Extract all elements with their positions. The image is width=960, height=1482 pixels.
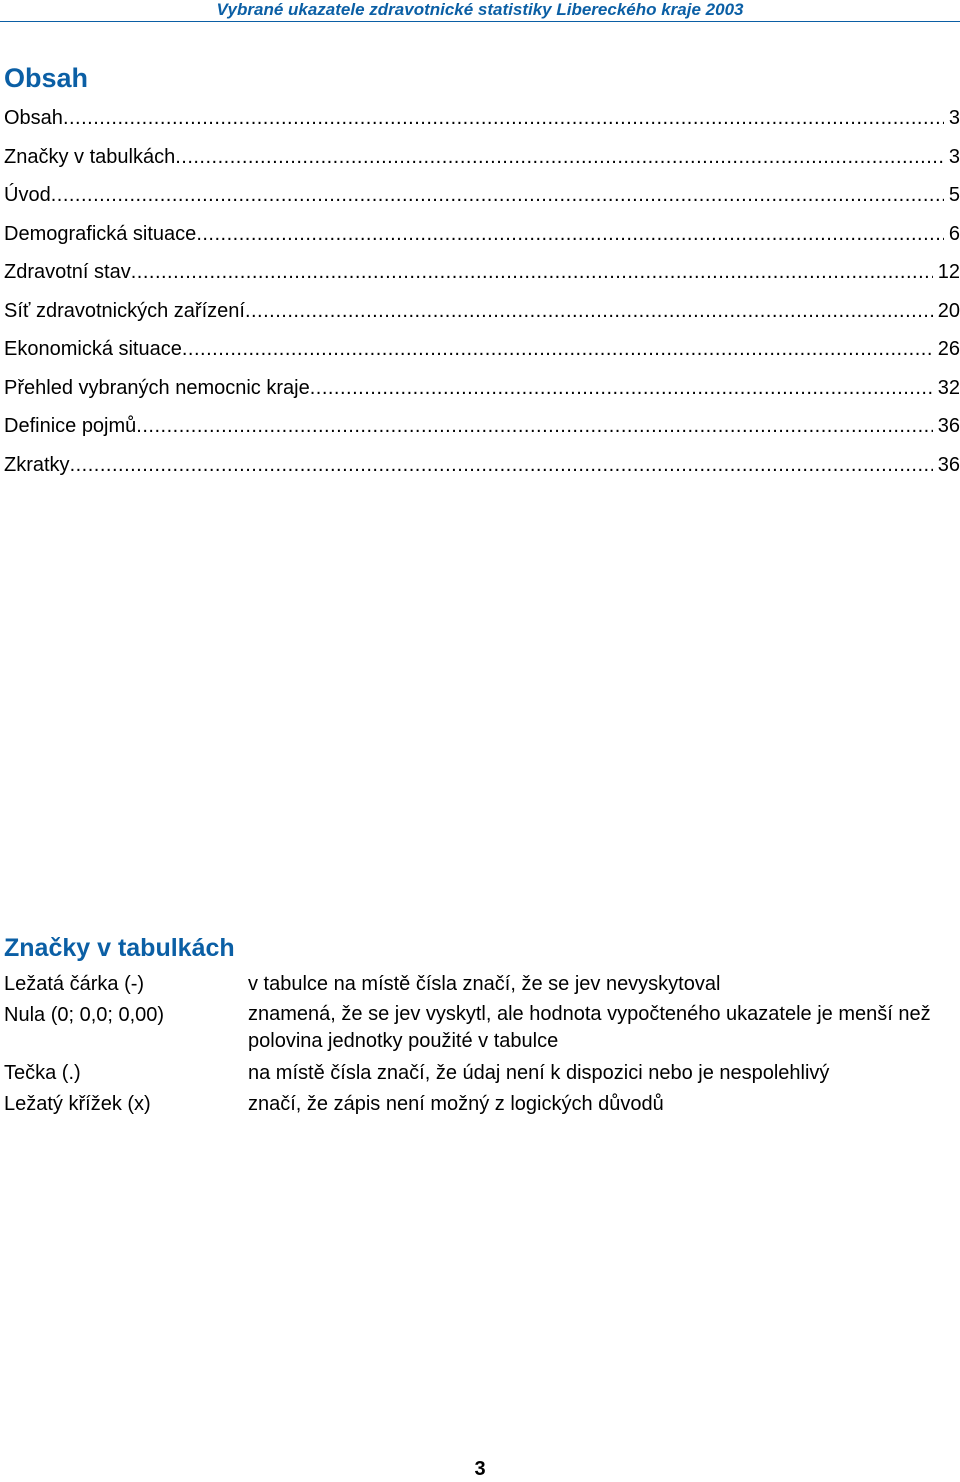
toc-entry-page: 12: [937, 261, 960, 283]
toc-dot-leader: [310, 369, 933, 408]
toc-entry-title: Obsah: [4, 107, 63, 129]
toc-dot-leader: [182, 330, 933, 369]
toc-entry-title: Úvod: [4, 184, 51, 206]
toc-entry[interactable]: [4, 330, 960, 369]
toc-dot-leader: [245, 292, 933, 331]
running-header: Vybrané ukazatele zdravotnické statistiky Libereckého kraje 2003: [0, 0, 960, 22]
toc-entry[interactable]: [4, 407, 960, 446]
toc-entry-title: Ekonomická situace: [4, 338, 182, 360]
toc-entry-page: 3: [948, 107, 960, 129]
toc-entry-title: Značky v tabulkách: [4, 145, 176, 168]
toc-entry[interactable]: [4, 176, 960, 215]
symbol-definition: znamená, že se jev vyskytl, ale hodnota vypočteného ukazatele je menší než polovina jednotky použité v tabulce: [248, 1003, 931, 1052]
symbol-definition: v tabulce na místě čísla značí, že se jev nevyskytoval: [248, 973, 721, 995]
symbol-definition: na místě čísla značí, že údaj není k dispozici nebo je nespolehlivý: [248, 1062, 830, 1084]
toc-entry-page: 26: [937, 338, 960, 360]
toc-entry[interactable]: [4, 369, 960, 408]
toc-dot-leader: [175, 138, 944, 177]
toc-entry[interactable]: [4, 292, 960, 331]
symbol-term: Tečka (.): [4, 1062, 81, 1084]
page-number: 3: [474, 1458, 486, 1480]
toc-entry[interactable]: [4, 215, 960, 254]
toc-list: [4, 99, 960, 484]
toc-entry-title: Zkratky: [4, 453, 70, 476]
toc-entry-page: 36: [937, 453, 960, 476]
toc-entry[interactable]: [4, 253, 960, 292]
toc-dot-leader: [70, 446, 933, 485]
toc-heading: Obsah: [4, 63, 89, 93]
toc-entry-page: 3: [948, 145, 960, 168]
toc-dot-leader: [51, 176, 944, 215]
toc-dot-leader: [131, 253, 933, 292]
toc-entry-title: Přehled vybraných nemocnic kraje: [4, 376, 310, 399]
toc-dot-leader: [196, 215, 944, 254]
toc-dot-leader: [63, 99, 944, 138]
toc-entry-page: 6: [948, 222, 960, 245]
symbol-term: Nula (0; 0,0; 0,00): [4, 1004, 165, 1026]
toc-entry-page: 32: [937, 376, 960, 399]
symbol-term: Ležatá čárka (-): [4, 973, 145, 995]
toc-entry-title: Definice pojmů: [4, 415, 137, 437]
toc-entry-page: 36: [937, 415, 960, 437]
toc-entry[interactable]: [4, 99, 960, 138]
symbol-definition: značí, že zápis není možný z logických důvodů: [248, 1093, 664, 1115]
toc-entry[interactable]: [4, 446, 960, 485]
toc-entry-title: Zdravotní stav: [4, 261, 131, 283]
toc-entry-title: Síť zdravotnických zařízení: [4, 299, 245, 322]
toc-dot-leader: [136, 407, 932, 446]
toc-entry-page: 5: [948, 184, 960, 206]
symbol-term: Ležatý křížek (x): [4, 1093, 151, 1115]
symbols-heading: Značky v tabulkách: [4, 934, 235, 962]
toc-entry-title: Demografická situace: [4, 222, 197, 245]
toc-entry-page: 20: [937, 299, 960, 322]
toc-entry[interactable]: [4, 138, 960, 177]
